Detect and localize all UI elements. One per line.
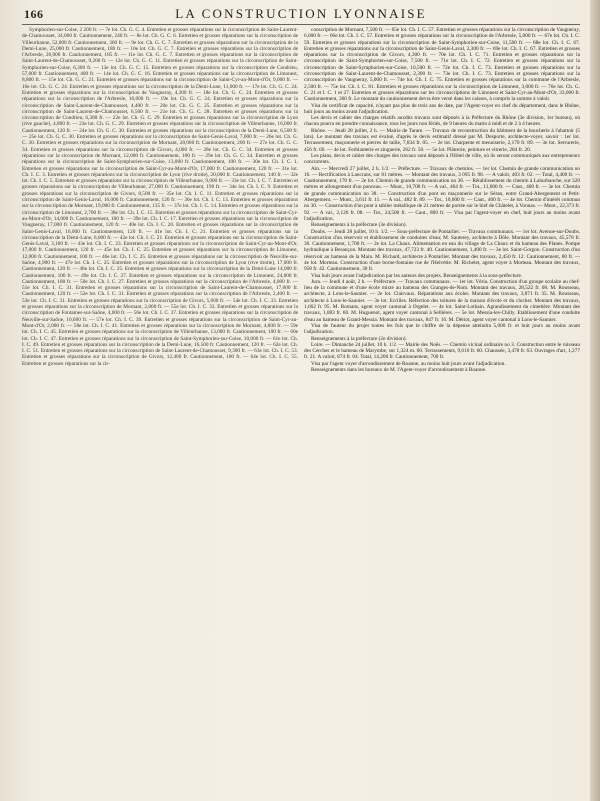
left-column-text: Symphorien-sur-Coise, 2 200 fr. — 7e lot. Ch. G. C. 4. Entretien et grosses réparations sur la circonscription de Saint-Laurent-de-Chamousset, 34,000 fr. Cautionnement, 240 fr. — 8e lot. Ch. G. C. 6. Entretien et grosses réparations sur la circonscription de Villeurbanne, 52,000 fr. Cautionnement, 360 fr. — 9e lot. Ch. G. C. 7. Entretien et grosses réparations sur la circonscription de la Demi-Lune, 25,000 fr. Cautionnement, 180 fr. — 10e lot. Ch. G. C. 7. Entretien et grosses réparations sur la circonscription de l'Arbresle, 26,000 fr. Cautionnement, 185 fr. — 11e lot. Ch. G. C. 7. Entretien et grosses réparations sur la circonscription de Saint-Laurent-de-Chamousset, 9,200 fr. — 12e lot. Ch. G. C. 11. Entretien et grosses réparations sur la circonscription de Saint-Symphorien-sur-Coise, 6,300 fr. — 13e lot. Ch. G. C. 15. Entretien et grosses réparations sur la circonscription de Condrieu, 57,000 fr. Cautionnement, 400 fr. — 14e lot. Ch. G. C. 16. Entretien et grosses réparations sur la circonscription de Limonest, 8,800 fr. — 15e lot. Ch. G. C. 21. Entretien et grosses réparations sur la circonscription de Saint-Cyr-au-Mont-d'Or, 9,000 fr. — 16e lot. Ch. G. C. 24. Entretien et grosses réparations sur la circonscription de la Demi-Lune, 11,000 fr. — 17e lot. Ch. G. C. 24. Entretien et grosses réparations sur la circonscription de Vaugneray, 4,300 fr. — 18e lot. Ch. G. C. 24. Entretien et grosses réparations sur la circonscription de l'Arbresle, 16,000 fr. — 19e lot. Ch. G. C. 24. Entretien et grosses réparations sur la circonscription de Saint-Laurent-de-Chamousset, 4,400 fr. — 20e lot. Ch. G. C. 25. Entretien et grosses réparations sur la circonscription de Saint-Laurent-de-Chamousset, 6,500 fr. — 21e lot. Ch. G. C. 28. Entretien et grosses réparations sur la circonscription de Condrieu, 6,300 fr. — 22e lot. Ch. G. C. 29. Entretien et grosses réparations sur la circonscription de Lyon (rive gauche), 4,800 fr. — 23e lot. Ch. G. C. 29. Entretien et grosses réparations sur la circonscription de Villeurbanne, 16,000 fr. Cautionnement, 120 fr. — 24e lot. Ch. G. C. 30. Entretien et grosses réparations sur la circonscription de la Demi-Lune, 6,500 fr. — 25e lot. Ch. G. C. 30. Entretien et grosses réparations sur la circonscription de Saint-Genis-Laval, 7,000 fr. — 26e lot. Ch. G. C. 30. Entretien et grosses réparations sur la circonscription de Mornant, 28,000 fr. Cautionnement, 200 fr. — 27e lot. Ch. G. C. 34. Entretien et grosses réparations sur la circonscription de Givors, 4,000 fr. — 28e lot. Ch. G. C. 34. Entretien et grosses réparations sur la circonscription de Mornant, 12,000 fr. Cautionnement, 100 fr. — 29e lot. Ch. G. C. 34. Entretien et grosses réparations sur la circonscription de Saint-Symphorien-sur-Coise, 13,000 fr. Cautionnement, 100 fr. — 30e lot. Ch. I. C. 1. Entretien et grosses réparations sur la circonscription de Saint-Cyr-au-Mont-d'Or, 17,000 fr. Cautionnement, 120 fr. — 31e lot. Ch. I. C. 3. Entretien et grosses réparations sur la circonscription de Lyon (rive droite), 20,000 fr. Cautionnement, 140 fr. — 32e lot. Ch. I. C. 5. Entretien et grosses réparations sur la circonscription de Villeurbanne, 9,000 fr. — 33e lot. Ch. I. C. 7. Entretien et grosses réparations sur la circonscription de Villeurbanne, 27,000 fr. Cautionnement, 190 fr. — 34e lot. Ch. I. C. 9. Entretien et grosses réparations sur la circonscription de Givors, 8,500 fr. — 35e lot. Ch. I. C. 11. Entretien et grosses réparations sur la circonscription de Saint-Genis-Laval, 16,000 fr. Cautionnement, 120 fr. — 36e lot. Ch. I. C. 13. Entretien et grosses réparations sur la circonscription de Mornant, 19,000 fr. Cautionnement, 135 fr. — 37e lot. Ch. I. C. 14. Entretien et grosses réparations sur la circonscription de Limonest, 2,700 fr. — 38e lot. Ch. I. C. 15. Entretien et grosses réparations sur la circonscription de Saint-Cyr-au-Mont-d'Or, 14,000 fr. Cautionnement, 100 fr. — 39e lot. Ch. I. C. 17. Entretien et grosses réparations sur la circonscription de Vaugneray, 17,000 fr. Cautionnement, 120 fr. — 40e lot. Ch. I. C. 20. Entretien et grosses réparations sur la circonscription de Saint-Genis-Laval, 16,000 fr. Cautionnement, 120 fr. — 41e lot. Ch. I. C. 21. Entretien et grosses réparations sur la circonscription de la Demi-Lune, 6,000 fr. — 42e lot. Ch. I. C. 21. Entretien et grosses réparations sur la circonscription de Saint-Genis-Laval, 3,100 fr. — 43e lot. Ch. I. C. 23. Entretien et grosses réparations sur la circonscription de Saint-Cyr-au-Mont-d'Or, 17,000 fr. Cautionnement, 120 fr. — 45e lot. Ch. I. C. 25. Entretien et grosses réparations sur la circonscription de Limonest, 12,000 fr. Cautionnement, 100 fr. — 46e lot. Ch. I. C. 25. Entretien et grosses réparations sur la circonscription de Neuville-sur-Saône, 4,900 fr. — 47e lot. Ch. I. C. 25. Entretien et grosses réparations sur la circonscription de Lyon (rive droite), 17,000 fr. Cautionnement, 120 fr. — 48e lot. Ch. I. C. 25. Entretien et grosses réparations sur la circonscription de la Demi-Lune 14,000 fr. Cautionnement, 100 fr. — 49e lot. Ch. I. C. 27. Entretien et grosses réparations sur la circonscription de Limonest, 24,000 fr. Cautionnement, 180 fr. — 50e lot. Ch. I. C. 27. Entretien et grosses réparations sur la circonscription de l'Arbresle, 4,000 fr. — 51e lot. Ch. I. C. 31. Entretien et grosses réparations sur la circonscription de Saint-Laurent-de-Chamousset, 17,000 fr. Cautionnement, 120 fr. — 52e lot. Ch. I. C. 31. Entretien et grosses réparations sur la circonscription de l'Arbresle, 2,400 fr. — 53e lot. Ch. I. C. 31. Entretien et grosses réparations sur la circonscription de Givors, 5,600 fr. — 54e lot. Ch. I. C. 33. Entretien et grosses réparations sur la circonscription de Mornant, 2,800 fr. — 55e lot. Ch. I. C. 33. Entretien et grosses réparations sur la circonscription de Fontaines-sur-Saône, 4,000 fr. — 56e lot. Ch. I. C. 37. Entretien et grosses réparations sur la circonscription de Neuville-sur-Saône, 10,000 fr. — 57e lot. Ch. I. C. 39. Entretien et grosses réparations sur la circonscription de Saint-Cyr-au-Mont-d'Or, 2,000 fr. — 58e lot. Ch. I. C. 41. Entretien et grosses réparations sur la circonscription de Mornant, 4,800 fr. — 59e lot. Ch. I. C. 45. Entretien et grosses réparations sur la circonscription de Villeurbanne, 13,000 fr. Cautionnement, 100 fr. — 60e lot. Ch. I. C. 47. Entretien et grosses réparations sur la circonscription de Saint-Symphorien-sur-Coise, 10,000 fr. — 61e lot. Ch. I. C. 49. Entretien et grosses réparations sur la circonscription de la Demi-Lune, 16,500 fr. Cautionnement, 120 fr. — 62e lot. Ch. I. C. 51. Entretien et grosses réparations sur la circonscription de Saint-Laurent-de-Chamousset, 9,300 fr. — 63e lot. Ch. I. C. 53. Entretien et grosses réparations sur la circonscription de Givors, 12,400 fr. Cautionnement, 100 fr. — 64e lot. Ch. I. C. 55. Entretien et grosses réparations sur la cir- [22,27,298,367]
notice-doubs: Doubs. — Jeudi 28 juillet, 10 h. 1/2. — Sous-préfecture de Pontarlier. — Travaux communaux. — 1er lot. Avenue-sur-Doubs. Construction d'un réservoir et établissement de conduites d'eau; M. Sauterey, architecte à Dôle. Montant des travaux, 45,578 fr. 30. Cautionnement, 1,700 fr. — 2e lot. La Chaux. Alimentation en eau du village de La Chaux et du hameau des Planes. Pompe hydraulique à Besançon. Montant des travaux, 47,723 fr. 40. Cautionnement, 1,400 fr. — 3e lot. Saint-Gorgon. Construction d'un réservoir au hameau de la Main. M. Richard, architecte à Pontarlier. Montant des travaux, 2,450 fr. 12. Cautionnement, 80 fr. — 4e lot. Morteau. Construction d'une borne-fontaine rue de l'Helvétie. M. Richelet, agent voyer à Morteau. Montant des travaux, 958 fr. 42. Cautionnement, 30 fr. [304,228,580,273]
running-title: LA CONSTRUCTION LYONNAISE [175,6,427,21]
notice-paragraph: conscription de Mornant, 7,500 fr. — 65e lot. Ch. I. C. 57. Entretien et grosses réparations sur la circonscription de Vaugneray, 6,000 fr. — 66e lot. Ch. I. C. 57. Entretien et grosses réparations sur la circonscription de l'Arbresle, 5,000 fr. — 67e lot. Ch. I. C. 59. Entretien et grosses réparations sur la circonscription de Saint-Symphorien-sur-Coise, 11,500 fr. — 68e lot. Ch. I. C. 67. Entretien et grosses réparations sur la circonscription de Saint-Genis-Laval, 2,300 fr. — 69e lot. Ch. I. C. 67. Entretien et grosses réparations sur la circonscription de Givors, 4,300 fr. — 70e lot. Ch. I. C. 71. Entretien et grosses réparations sur la circonscription de Saint-Symphorien-sur-Coise, 7,500 fr. — 71e lot. Ch. I. C. 72. Entretien et grosses réparations sur la circonscription de Saint-Symphorien-sur-Coise, 10,500 fr. — 72e lot. Ch. I. C. 73. Entretien et grosses réparations sur la circonscription de Saint-Laurent-de-Chamousset, 2,300 fr. — 73e lot. Ch. I. C. 73. Entretien et grosses réparations sur la circonscription de Vaugneray, 5,000 fr. — 74e lot. Ch. I. C. 75. Entretien et grosses réparations sur la commune de l'Arbresle, 2,500 fr. — 75e lot. Ch. I. C. 81. Entretien et grosses réparations sur la circonscription de Limonest, 3,000 fr. — 76e lot. Ch. G. C. 21 et I. C. 1 et 27. Entretien et grosses réparations sur les circonscriptions de Limonest et Saint-Cyr-au-Mont-d'Or, 33,000 fr. Cautionnement, 360 fr. Le montant du cautionnement devra être versé dans les caisses, à compris la somme à valoir. [304,27,580,103]
notice-jura: Jura. — Jeudi 4 août, 2 h. — Préfecture. — Travaux communaux. — 1er lot. Véria. Construction d'un groupe scolaire au chef-lieu de la commune et d'une école mixte au hameau des Granges-de-Nom. Montant des travaux, 28,522 fr. 08. M. Rousseau, architecte, à Lons-le-Saunier. — 2e lot. Clairvaux. Réparations aux écoles. Montant des travaux, 3,871 fr. 35. M. Rousseau, architecte à Lons-le-Saunier. — 3e lot. Ecrilles. Réfection des toitures de la maison d'école et du clocher. Montant des travaux, 1,662 fr. 95. M. Romans, agent voyer cantonal à Orgelet. — 4e lot. Saint-Lothain. Agrandissement du cimetière. Montant des travaux, 1,083 fr. 60. M. Huguenot, agent voyer cantonal à Sellières. — 5e lot. Messia-les-Chilly. Etablissement d'une conduite d'eau au hameau de Grand-Messia. Montant des travaux, 847 fr. 16. M. Dériot, agent voyer cantonal à Lons-le-Saunier. [304,278,580,323]
notice-paragraph: Visa du certificat de capacité, n'ayant pas plus de trois ans de date, par l'Agent-voyer en chef du département, dans le Rhône, huit jours au moins avant l'adjudication. [304,102,580,115]
page-header [22,4,580,25]
notice-paragraph: Les plans, devis et cahier des charges des travaux sont déposés à l'Hôtel de ville, où ils seront communiqués aux entrepreneurs concurrents. [304,152,580,166]
notice-rhone: Rhône. — Jeudi 28 juillet, 2 h. — Mairie de Tarare. — Travaux de reconstruction du bâtiment de la boucherie à l'abattoir (5 lots). Le montant des travaux est évalué, d'après le devis estimatif dressé par M. Desporte, architecte-voyer, savoir : 1er lot. Terrassement, maçonnerie et pierres de taille, 7,834 fr. 05. — 2e lot. Charpente et menuiserie, 2,170 fr. 89. — 3e lot. Serrurerie, 456 fr. 60. — 4e lot. Ferblanterie et zinguerie, 262 fr. 50. — 5e lot. Plâtrerie, peinture et vitrerie, 284 fr. 20. [304,127,580,153]
notice-loire: Loire. — Dimanche 24 juillet, 10 h. 1/2. — Mairie des Noës. — Chemin vicinal ordinaire no 3. Construction entre le ruisseau des Cerches et le hameau de Marymbe, sur 1,324 m. 60. Terrassements, 9,610 fr. 60. Chaussée, 3,478 fr. 63. Ouvrages d'art, 1,277 fr. 21. A valoir, 874 fr. 04. Total, 14,200 fr. Cautionnement, 700 fr. [304,341,580,361]
notice-paragraph: Renseignements à la préfecture (2e division). [311,335,407,342]
notice-paragraph: Visa de l'auteur du projet toutes les fois que le chiffre de la dépense atteindra 5,000 fr. et huit jours au moins avant l'adjudication. [304,322,580,336]
notice-ain: Ain. — Mercredi 27 juillet, 2 h. 1/2. — Préfecture. — Travaux de chemins. — 1er lot. Chemin de grande communication no 16. — Rectification à Lancrans, sur 81 mètres. — Montant des travaux, 3 095 fr. 98. — A valoir, 403 fr. 02. — Total, 4,400 fr. — Cautionnement, 170 fr. — 2e lot. Chemin de grande communication no 36. — Rétablissement du chemin à Lahurbanche, sur 320 mètres et allongement d'un ponceau. — Mont., 10,708 fr. — A val., 404 fr. — Tot., 11,000 fr. — Caut., 400 fr. — 3e lot. Chemin de grande communication no 38. — Construction d'un pont en maçonnerie sur le Séran, entre Grand-Abergement et Petit-Abergement. — Mont., 3,611 fr. 11. — A val., 482 fr. 89. — Tot., 10,000 fr. — Caut., 400 fr. — 4e lot. Chemin d'intérêt commun no 30. — Construction d'un pont à tablier métallique de 21 mètres de portée sur le bief de Châtelet, à Vonnas. — Mont., 22,373 fr. 92. — A val., 2,126 fr. 08. — Tot., 24,500 fr. — Caut., 800 fr. — Visa par l'agent-voyer en chef, huit jours au moins avant l'adjudication. [304,165,580,222]
right-column [304,27,580,793]
notice-paragraph: Visa huit jours avant l'adjudication par les auteurs des projets. Renseignements à la sous-préfecture. [311,272,523,279]
notice-paragraph: Visa par l'agent voyer d'arrondissement de Roanne, au moins huit jours avant l'adjudication. [311,360,506,367]
left-column [22,27,298,793]
notice-paragraph: Renseignements dans les bureaux de M. l'Agent-voyer d'arrondissement à Roanne. [311,367,487,374]
page-binding-shadow [590,0,600,801]
notice-paragraph: Les devis et cahier des charges relatifs auxdits travaux sont déposés à la Préfecture du Rhône (3e division, 1er bureau), où chacun pourra en prendre connaissance, tous les jours non fériés, de 9 heures du matin à midi et de 2 à 4 heures. [304,115,580,128]
notice-paragraph: Renseignements à la préfecture (3e division). [311,222,407,229]
page-number: 166 [24,7,44,21]
